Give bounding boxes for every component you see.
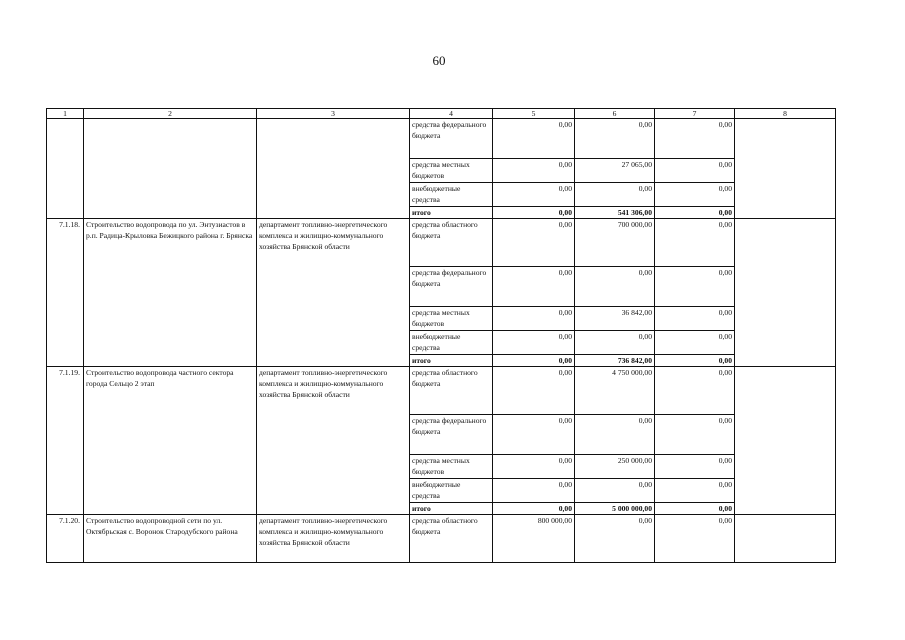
value-col5: 0,00 — [493, 207, 575, 219]
item-dept-cell: департамент топливно-энергетического комплекса и жилищно-коммунального хозяйства Брянской области — [257, 367, 410, 515]
item-name-cell: Строительство водопроводной сети по ул. Октябрьская с. Воронок Стародубского района — [84, 515, 257, 563]
value-col5: 0,00 — [493, 415, 575, 455]
value-col6: 700 000,00 — [575, 219, 655, 267]
funding-source: средства федерального бюджета — [410, 267, 493, 307]
col8-cell — [735, 219, 836, 367]
program-table — [46, 108, 836, 563]
item-code-cell: 7.1.18. — [47, 219, 84, 367]
funding-source: средства местных бюджетов — [410, 159, 493, 183]
value-col5: 0,00 — [493, 479, 575, 503]
funding-source: итого — [410, 355, 493, 367]
value-col6: 0,00 — [575, 331, 655, 355]
item-code-cell — [47, 119, 84, 219]
col8-cell — [735, 119, 836, 219]
item-code-cell: 7.1.19. — [47, 367, 84, 515]
value-col7: 0,00 — [655, 367, 735, 415]
column-header: 1 — [47, 109, 84, 119]
value-col5: 0,00 — [493, 159, 575, 183]
value-col7: 0,00 — [655, 455, 735, 479]
value-col7: 0,00 — [655, 415, 735, 455]
table-row — [47, 219, 836, 267]
value-col5: 0,00 — [493, 119, 575, 159]
item-name-cell: Строительство водопровода частного сектора города Сельцо 2 этап — [84, 367, 257, 515]
funding-source: внебюджетные средства — [410, 479, 493, 503]
value-col6: 36 842,00 — [575, 307, 655, 331]
value-col7: 0,00 — [655, 207, 735, 219]
value-col6: 5 000 000,00 — [575, 503, 655, 515]
value-col6: 0,00 — [575, 119, 655, 159]
header-row — [47, 109, 836, 119]
value-col6: 0,00 — [575, 479, 655, 503]
item-code-cell: 7.1.20. — [47, 515, 84, 563]
column-header: 7 — [655, 109, 735, 119]
item-name-cell — [84, 119, 257, 219]
table-row — [47, 119, 836, 159]
funding-source: внебюджетные средства — [410, 183, 493, 207]
funding-source: средства местных бюджетов — [410, 307, 493, 331]
page-number: 60 — [432, 53, 446, 68]
value-col6: 4 750 000,00 — [575, 367, 655, 415]
funding-source: средства федерального бюджета — [410, 119, 493, 159]
funding-source: итого — [410, 207, 493, 219]
value-col7: 0,00 — [655, 219, 735, 267]
col8-cell — [735, 367, 836, 515]
item-dept-cell: департамент топливно-энергетического комплекса и жилищно-коммунального хозяйства Брянской области — [257, 219, 410, 367]
column-header: 8 — [735, 109, 836, 119]
column-header: 6 — [575, 109, 655, 119]
value-col7: 0,00 — [655, 267, 735, 307]
value-col6: 0,00 — [575, 415, 655, 455]
value-col5: 0,00 — [493, 267, 575, 307]
value-col5: 0,00 — [493, 503, 575, 515]
value-col7: 0,00 — [655, 355, 735, 367]
funding-source: средства областного бюджета — [410, 367, 493, 415]
item-dept-cell: департамент топливно-энергетического комплекса и жилищно-коммунального хозяйства Брянской области — [257, 515, 410, 563]
value-col5: 0,00 — [493, 355, 575, 367]
value-col5: 800 000,00 — [493, 515, 575, 563]
funding-source: средства федерального бюджета — [410, 415, 493, 455]
column-header: 5 — [493, 109, 575, 119]
value-col5: 0,00 — [493, 367, 575, 415]
value-col7: 0,00 — [655, 307, 735, 331]
funding-source: средства местных бюджетов — [410, 455, 493, 479]
value-col6: 0,00 — [575, 183, 655, 207]
value-col7: 0,00 — [655, 515, 735, 563]
value-col5: 0,00 — [493, 219, 575, 267]
funding-source: средства областного бюджета — [410, 219, 493, 267]
value-col7: 0,00 — [655, 183, 735, 207]
value-col5: 0,00 — [493, 307, 575, 331]
column-header: 4 — [410, 109, 493, 119]
funding-source: итого — [410, 503, 493, 515]
column-header: 2 — [84, 109, 257, 119]
value-col7: 0,00 — [655, 503, 735, 515]
value-col6: 0,00 — [575, 267, 655, 307]
value-col7: 0,00 — [655, 331, 735, 355]
item-name-cell: Строительство водопровода по ул. Энтузиастов в р.п. Радица-Крыловка Бежицкого района г. Брянска — [84, 219, 257, 367]
value-col6: 736 842,00 — [575, 355, 655, 367]
value-col6: 0,00 — [575, 515, 655, 563]
table-row — [47, 515, 836, 563]
funding-source: внебюджетные средства — [410, 331, 493, 355]
item-dept-cell — [257, 119, 410, 219]
value-col5: 0,00 — [493, 331, 575, 355]
value-col5: 0,00 — [493, 455, 575, 479]
value-col7: 0,00 — [655, 119, 735, 159]
value-col6: 27 065,00 — [575, 159, 655, 183]
value-col7: 0,00 — [655, 159, 735, 183]
col8-cell — [735, 515, 836, 563]
value-col6: 541 306,00 — [575, 207, 655, 219]
value-col5: 0,00 — [493, 183, 575, 207]
value-col7: 0,00 — [655, 479, 735, 503]
table-row — [47, 367, 836, 415]
column-header: 3 — [257, 109, 410, 119]
funding-source: средства областного бюджета — [410, 515, 493, 563]
value-col6: 250 000,00 — [575, 455, 655, 479]
